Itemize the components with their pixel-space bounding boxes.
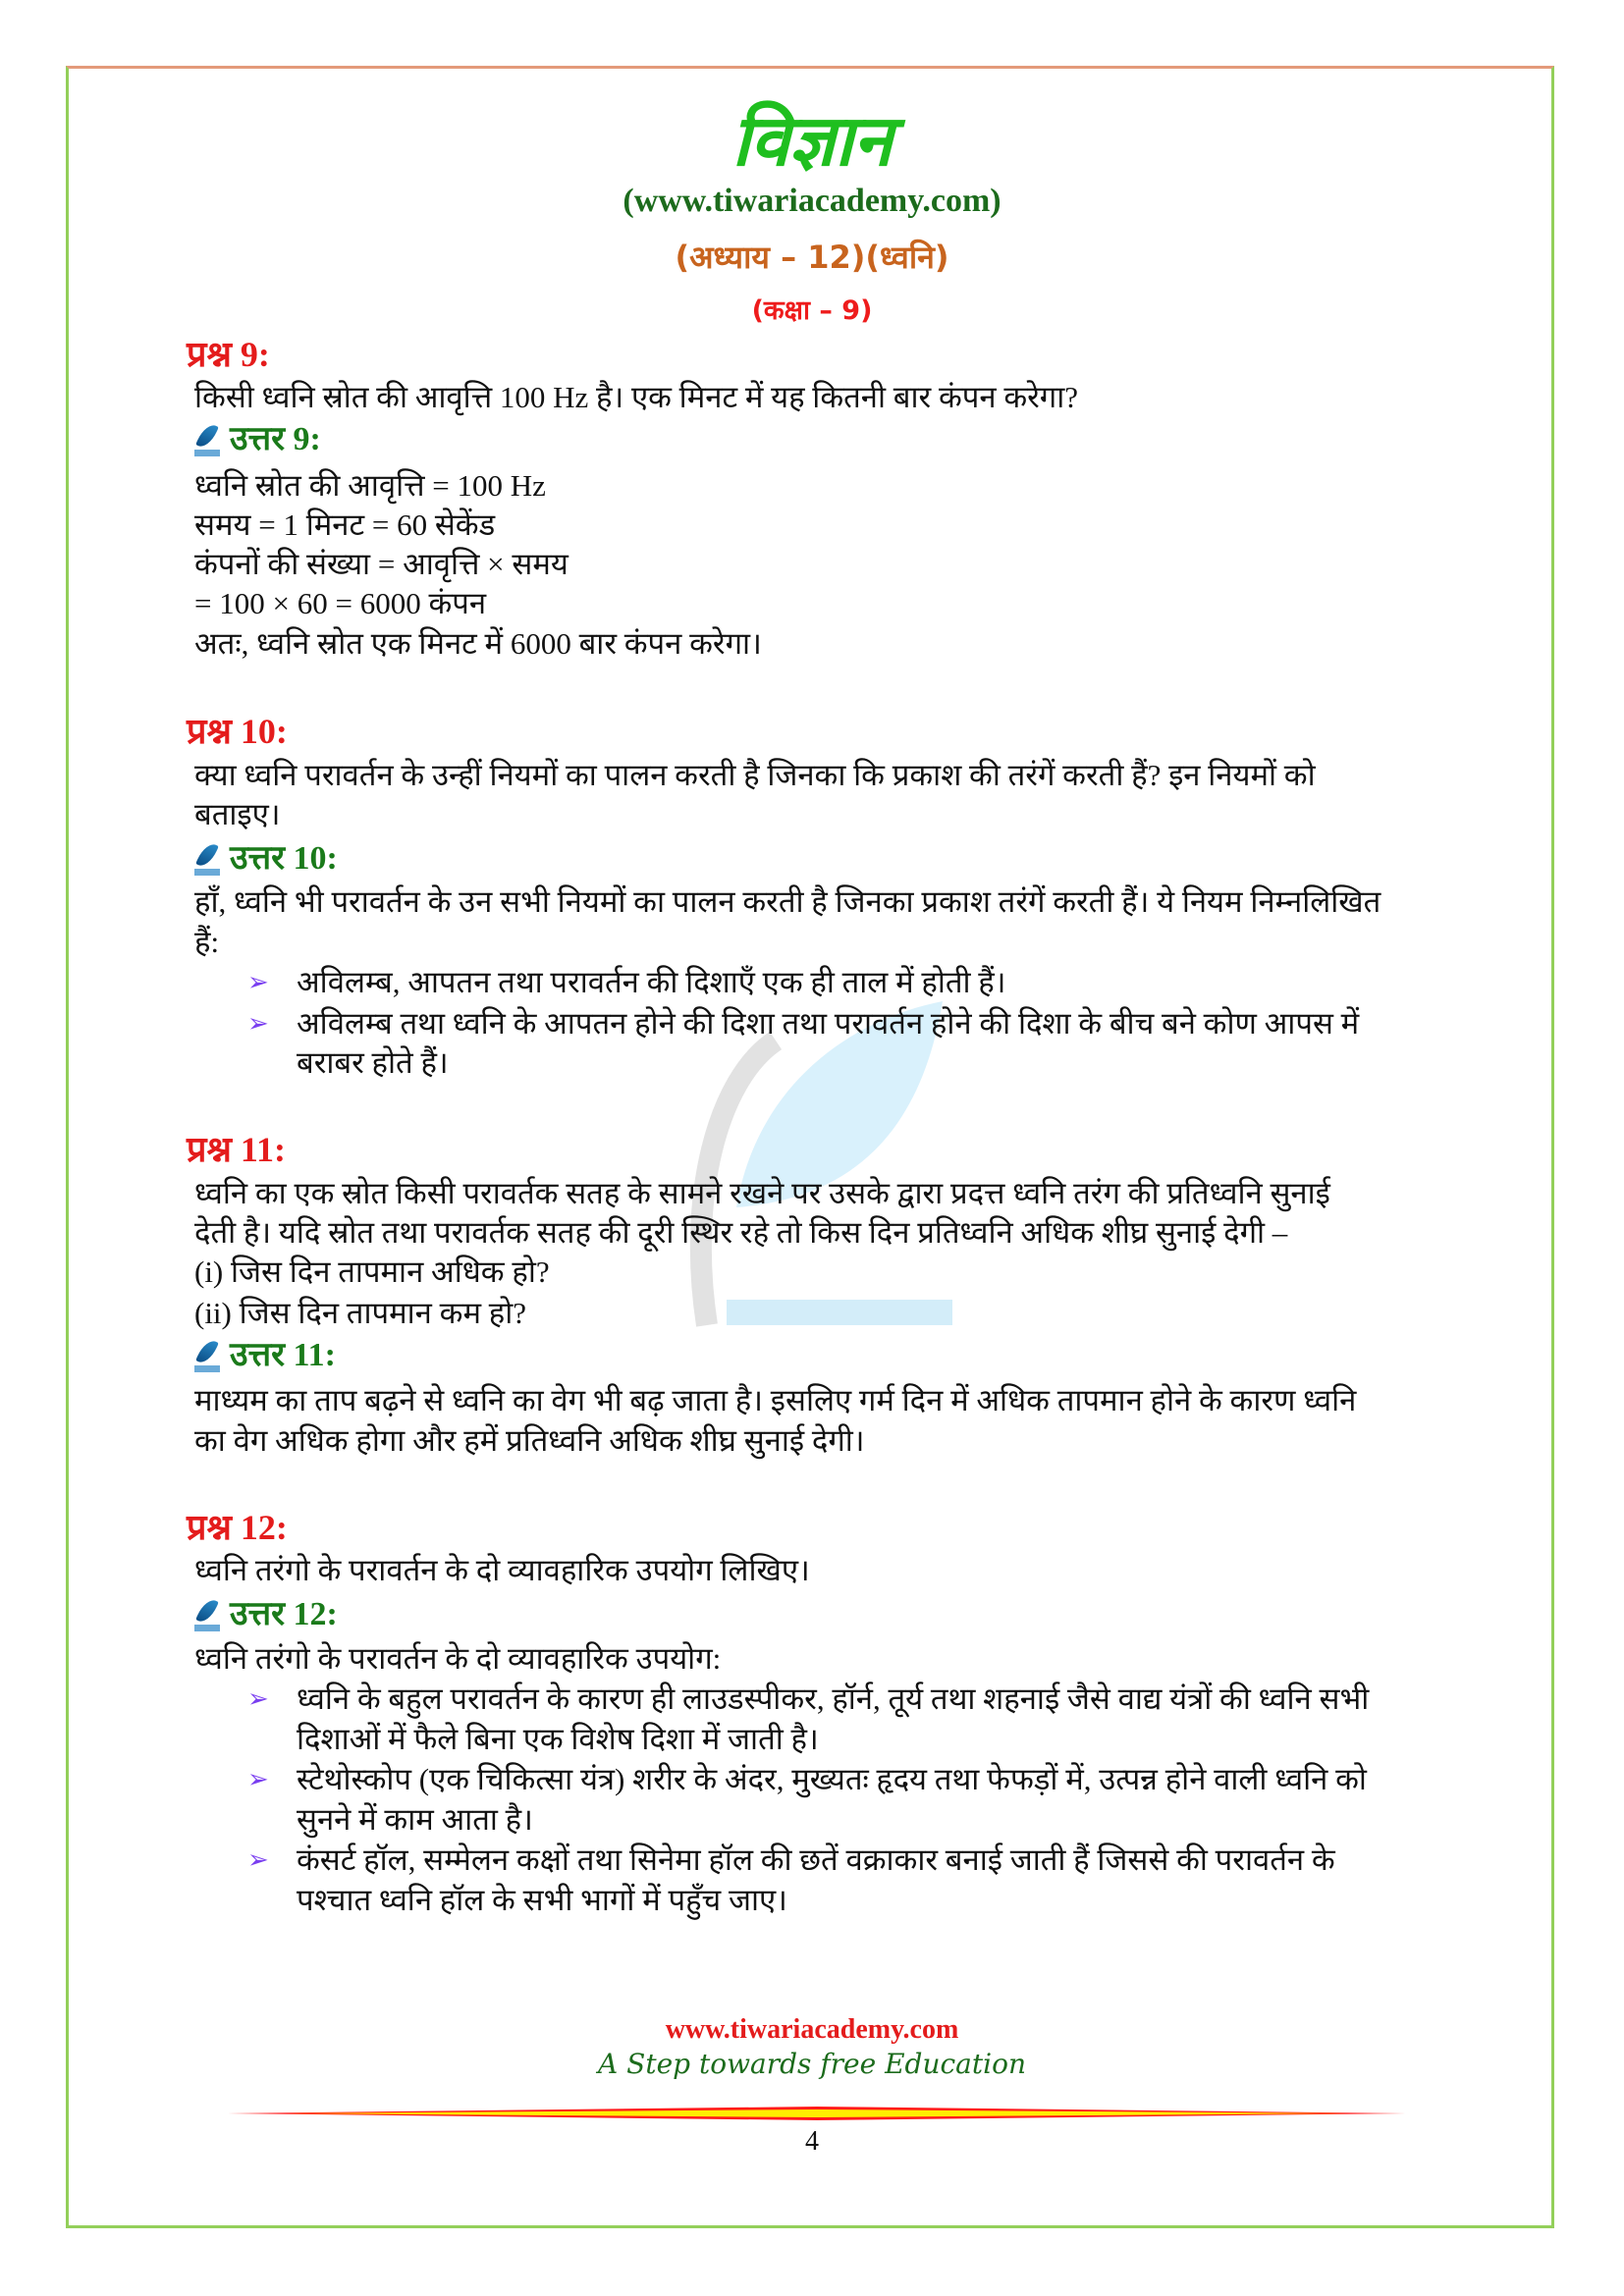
answer-label: उत्तर 12: xyxy=(230,1596,338,1632)
bullet-text: अविलम्ब, आपतन तथा परावर्तन की दिशाएँ एक ही ताल में होती हैं। xyxy=(297,965,1006,999)
answer-label: उत्तर 10: xyxy=(230,840,338,877)
answer-heading xyxy=(194,417,321,462)
question-heading: प्रश्न 9: xyxy=(187,335,270,374)
feather-icon xyxy=(194,1598,222,1631)
bullet-text: ध्वनि के बहुल परावर्तन के कारण ही लाउडस्पीकर, हॉर्न, तूर्य तथा शहनाई जैसे वाद्य यंत्रों की ध्वनि सभी xyxy=(297,1682,1370,1716)
subject-title: विज्ञान xyxy=(731,99,893,182)
page-number: 4 xyxy=(805,2126,819,2157)
bullet-text: सुनने में काम आता है। xyxy=(297,1802,533,1837)
question-heading: प्रश्न 12: xyxy=(187,1508,288,1547)
bullet-arrow-icon: ➢ xyxy=(247,1684,269,1713)
bullet-item xyxy=(247,1839,1335,1882)
bullet-text: स्टेथोस्कोप (एक चिकित्सा यंत्र) शरीर के अंदर, मुख्यतः हृदय तथा फेफड़ों में, उत्पन्न होने वाली ध्वनि को xyxy=(297,1762,1367,1796)
question-text: ध्वनि तरंगो के परावर्तन के दो व्यावहारिक उपयोग लिखिए। xyxy=(194,1553,810,1587)
question-option: (ii) जिस दिन तापमान कम हो? xyxy=(194,1296,526,1330)
question-option: (i) जिस दिन तापमान अधिक हो? xyxy=(194,1255,550,1289)
answer-heading xyxy=(194,1333,336,1378)
answer-line: अतः, ध्वनि स्रोत एक मिनट में 6000 बार कंपन करेगा। xyxy=(194,626,762,661)
answer-line: का वेग अधिक होगा और हमें प्रतिध्वनि अधिक शीघ्र सुनाई देगी। xyxy=(194,1423,865,1458)
question-text: किसी ध्वनि स्रोत की आवृत्ति 100 Hz है। एक मिनट में यह कितनी बार कंपन करेगा? xyxy=(194,380,1079,414)
answer-label: उत्तर 11: xyxy=(230,1337,336,1373)
footer-website-link[interactable]: www.tiwariacademy.com xyxy=(665,2014,959,2045)
footer-tagline: A Step towards free Education xyxy=(598,2048,1026,2080)
question-heading: प्रश्न 10: xyxy=(187,712,288,751)
bullet-text: दिशाओं में फैले बिना एक विशेष दिशा में जाती है। xyxy=(297,1722,819,1756)
bullet-item xyxy=(247,1678,1369,1721)
bullet-text: कंसर्ट हॉल, सम्मेलन कक्षों तथा सिनेमा हॉल की छतें वक्राकार बनाई जाती हैं जिससे की परावर्तन के xyxy=(297,1842,1335,1877)
bullet-item xyxy=(247,1002,1359,1045)
bullet-arrow-icon: ➢ xyxy=(247,1765,269,1793)
bullet-item xyxy=(247,961,1006,1004)
question-text: बताइए। xyxy=(194,797,281,831)
bullet-text: अविलम्ब तथा ध्वनि के आपतन होने की दिशा तथा परावर्तन होने की दिशा के बीच बने कोण आपस में xyxy=(297,1006,1360,1041)
answer-line: हैं: xyxy=(194,925,220,959)
feather-icon xyxy=(194,1339,222,1372)
feather-icon xyxy=(194,423,222,456)
feather-icon xyxy=(194,842,222,876)
question-text: क्या ध्वनि परावर्तन के उन्हीं नियमों का पालन करती है जिनका कि प्रकाश की तरंगें करती हैं? इन नियमों को xyxy=(194,758,1316,792)
question-heading: प्रश्न 11: xyxy=(187,1130,286,1169)
bullet-item xyxy=(247,1758,1367,1801)
answer-line: कंपनों की संख्या = आवृत्ति × समय xyxy=(194,547,568,581)
answer-line: माध्यम का ताप बढ़ने से ध्वनि का वेग भी बढ़ जाता है। इसलिए गर्म दिन में अधिक तापमान होने के कारण ध्वनि xyxy=(194,1383,1357,1417)
answer-heading xyxy=(194,836,338,881)
bullet-arrow-icon: ➢ xyxy=(247,1845,269,1874)
answer-line: हाँ, ध्वनि भी परावर्तन के उन सभी नियमों का पालन करती है जिनका प्रकाश तरंगें करती हैं। ये नियम निम्नलिखित xyxy=(194,884,1381,919)
answer-label: उत्तर 9: xyxy=(230,421,321,457)
answer-line: ध्वनि तरंगो के परावर्तन के दो व्यावहारिक उपयोग: xyxy=(194,1641,722,1676)
bullet-text: पश्चात ध्वनि हॉल के सभी भागों में पहुँच जाए। xyxy=(297,1883,787,1917)
answer-line: समय = 1 मिनट = 60 सेकेंड xyxy=(194,507,496,542)
bullet-text: बराबर होते हैं। xyxy=(297,1045,449,1080)
website-link[interactable]: (www.tiwariacademy.com) xyxy=(623,183,1001,219)
question-text: ध्वनि का एक स्रोत किसी परावर्तक सतह के सामने रखने पर उसके द्वारा प्रदत्त ध्वनि तरंग की प्रतिध्वनि सुनाई xyxy=(194,1176,1330,1210)
class-label: (कक्षा – 9) xyxy=(751,295,873,326)
question-text: देती है। यदि स्रोत तथा परावर्तक सतह की दूरी स्थिर रहे तो किस दिन प्रतिध्वनि अधिक शीघ्र सुनाई देगी – xyxy=(194,1215,1288,1250)
answer-heading xyxy=(194,1592,338,1637)
chapter-title: (अध्याय – 12)(ध्वनि) xyxy=(675,239,949,276)
answer-line: = 100 × 60 = 6000 कंपन xyxy=(194,586,487,620)
footer-divider xyxy=(228,2107,1406,2120)
answer-line: ध्वनि स्रोत की आवृत्ति = 100 Hz xyxy=(194,468,546,503)
bullet-arrow-icon: ➢ xyxy=(247,1009,269,1038)
bullet-arrow-icon: ➢ xyxy=(247,968,269,996)
